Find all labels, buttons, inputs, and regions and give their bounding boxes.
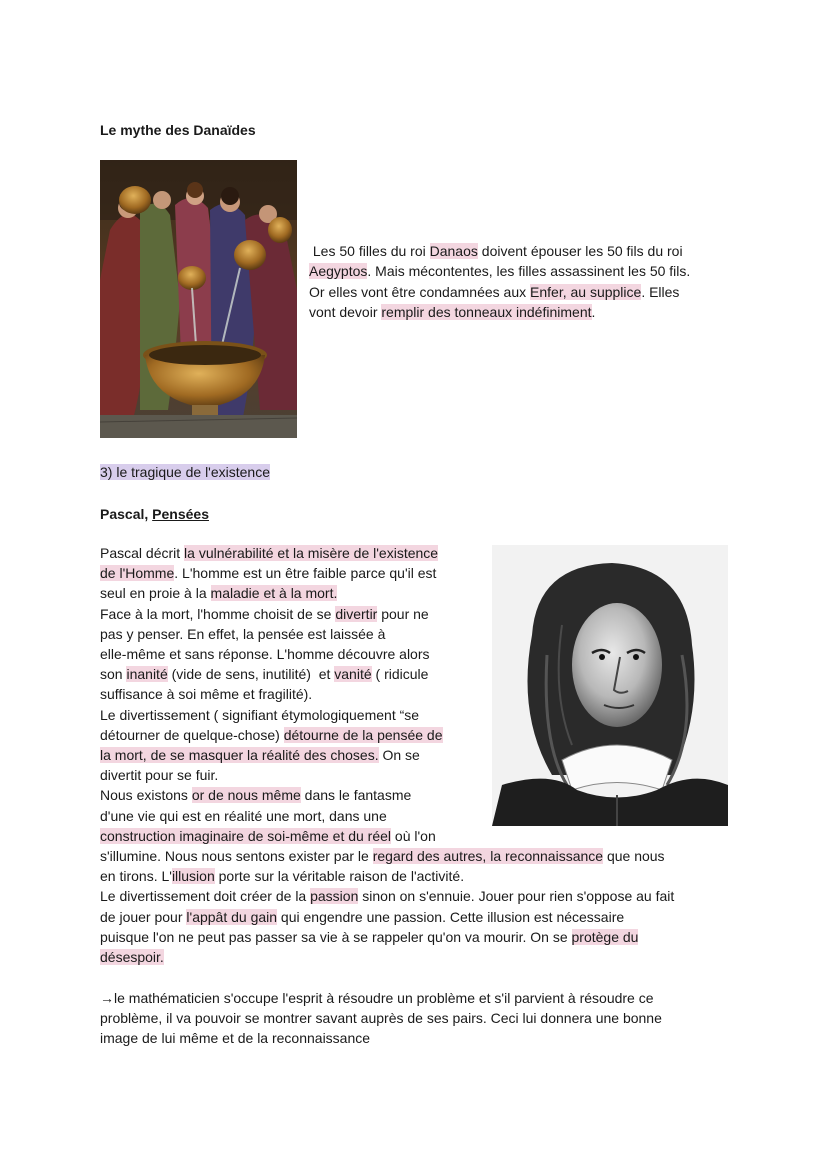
text-run: puisque l'on ne peut pas passer sa vie à se rappeler qu'on va mourir. On se — [100, 928, 572, 945]
myth-title: Le mythe des Danaïdes — [100, 122, 256, 138]
section-heading — [100, 463, 270, 481]
highlighted-text: divertir — [335, 605, 378, 622]
myth-line — [309, 282, 729, 302]
text-run: . L'homme est un être faible parce qu'il est — [174, 565, 437, 582]
pascal-line — [100, 826, 728, 846]
pascal-line — [100, 846, 728, 866]
text-run: Face à la mort, l'homme choisit de se — [100, 605, 336, 622]
pascal-line — [100, 563, 728, 583]
pascal-line — [100, 806, 728, 826]
highlighted-text: illusion — [171, 868, 215, 885]
myth-line — [309, 302, 729, 322]
conclusion-paragraph — [100, 988, 728, 1049]
myth-line — [309, 261, 729, 281]
highlighted-text: vanité — [334, 666, 372, 683]
text-run: Le divertissement doit créer de la — [100, 888, 311, 905]
highlighted-text: l'appât du gain — [186, 908, 278, 925]
text-run: Le divertissement ( signifiant étymologiquement “se — [100, 706, 420, 723]
pascal-author: Pascal, — [100, 506, 153, 522]
pascal-line — [100, 765, 728, 785]
pascal-line — [100, 624, 728, 644]
pascal-line — [100, 543, 728, 563]
section-heading-text: 3) le tragique de l'existence — [100, 464, 270, 480]
highlighted-text: Danaos — [429, 243, 478, 259]
danaides-painting — [100, 160, 297, 438]
highlighted-text: regard des autres, la reconnaissance — [372, 848, 604, 865]
text-run: s'illumine. Nous nous sentons exister par le — [100, 848, 373, 865]
pascal-line — [100, 725, 728, 745]
text-run: On se — [378, 747, 420, 764]
pascal-line — [100, 947, 728, 967]
highlighted-text: inanité — [126, 666, 168, 683]
text-run: où l'on — [391, 827, 436, 844]
highlighted-text: or de nous même — [191, 787, 301, 804]
text-run: Pascal décrit — [100, 545, 185, 561]
highlighted-text: Aegyptos — [309, 263, 368, 280]
highlighted-text: détourne de la pensée de — [283, 726, 443, 743]
myth-lines — [309, 241, 729, 322]
conclusion-line: →le mathématicien s'occupe l'esprit à résoudre un problème et s'il parvient à résoudre ce — [100, 990, 654, 1006]
conclusion-line: problème, il va pouvoir se montrer savant auprès de ses pairs. Ceci lui donnera une bonne — [100, 1010, 662, 1027]
highlighted-text: construction imaginaire de soi-même et du réel — [100, 827, 392, 844]
myth-line — [309, 241, 729, 261]
highlighted-text: de l'Homme — [100, 565, 175, 582]
text-run: que nous — [603, 848, 665, 865]
text-run: divertit pour se fuir. — [100, 767, 219, 784]
text-run: d'une vie qui est en réalité une mort, dans une — [100, 807, 387, 824]
pascal-line — [100, 684, 728, 704]
text-run: suffisance à soi même et fragilité). — [100, 686, 313, 703]
pascal-lines — [100, 543, 728, 967]
pascal-line — [100, 866, 728, 886]
highlighted-text: protège du — [571, 928, 639, 945]
pascal-line — [100, 886, 728, 906]
pascal-work: Pensées — [152, 506, 209, 522]
text-run: détourner de quelque-chose) — [100, 726, 284, 743]
pascal-line — [100, 604, 728, 624]
conclusion-line: image de lui même et de la reconnaissance — [100, 1030, 371, 1047]
pascal-line — [100, 785, 728, 805]
highlighted-text: remplir des tonneaux indéfiniment — [381, 303, 592, 320]
highlighted-text: passion — [310, 888, 359, 905]
text-run: . Mais mécontentes, les filles assassinent les 50 fils. — [367, 263, 691, 280]
pascal-title — [100, 505, 209, 523]
highlighted-text: Enfer, au supplice — [530, 283, 642, 300]
pascal-line — [100, 644, 728, 664]
text-run: . Elles — [641, 283, 680, 300]
pascal-body — [100, 543, 728, 967]
text-run: Or elles vont être condamnées aux — [309, 283, 531, 300]
text-run: doivent épouser les 50 fils du roi — [477, 243, 683, 259]
text-run: qui engendre une passion. Cette illusion est nécessaire — [277, 908, 625, 925]
text-run: elle-même et sans réponse. L'homme découvre alors — [100, 646, 430, 663]
text-run: seul en proie à la — [100, 585, 211, 602]
pascal-line — [100, 907, 728, 927]
highlighted-text: désespoir. — [100, 949, 164, 966]
myth-paragraph — [309, 241, 729, 322]
highlighted-text: maladie et à la mort. — [210, 585, 338, 602]
text-run: Nous existons — [100, 787, 192, 804]
text-run: dans le fantasme — [300, 787, 412, 804]
text-run: vont devoir — [309, 303, 382, 320]
text-run: porte sur la véritable raison de l'activité. — [214, 868, 465, 885]
text-run: en tirons. L' — [100, 868, 172, 885]
text-run: son — [100, 666, 127, 683]
pascal-line — [100, 705, 728, 725]
highlighted-text: la vulnérabilité et la misère de l'existence — [184, 545, 439, 561]
text-run: pas y penser. En effet, la pensée est laissée à — [100, 625, 386, 642]
pascal-line — [100, 664, 728, 684]
text-run: de jouer pour — [100, 908, 187, 925]
text-run: sinon on s'ennuie. Jouer pour rien s'oppose au fait — [358, 888, 675, 905]
text-run: . — [591, 303, 596, 320]
pascal-line — [100, 745, 728, 765]
text-run: pour ne — [377, 605, 429, 622]
text-run: Les 50 filles du roi — [309, 243, 430, 259]
highlighted-text: la mort, de se masquer la réalité des choses. — [100, 747, 379, 764]
pascal-line — [100, 927, 728, 947]
text-run: ( ridicule — [371, 666, 429, 683]
pascal-line — [100, 583, 728, 603]
text-run: (vide de sens, inutilité) et — [167, 666, 335, 683]
